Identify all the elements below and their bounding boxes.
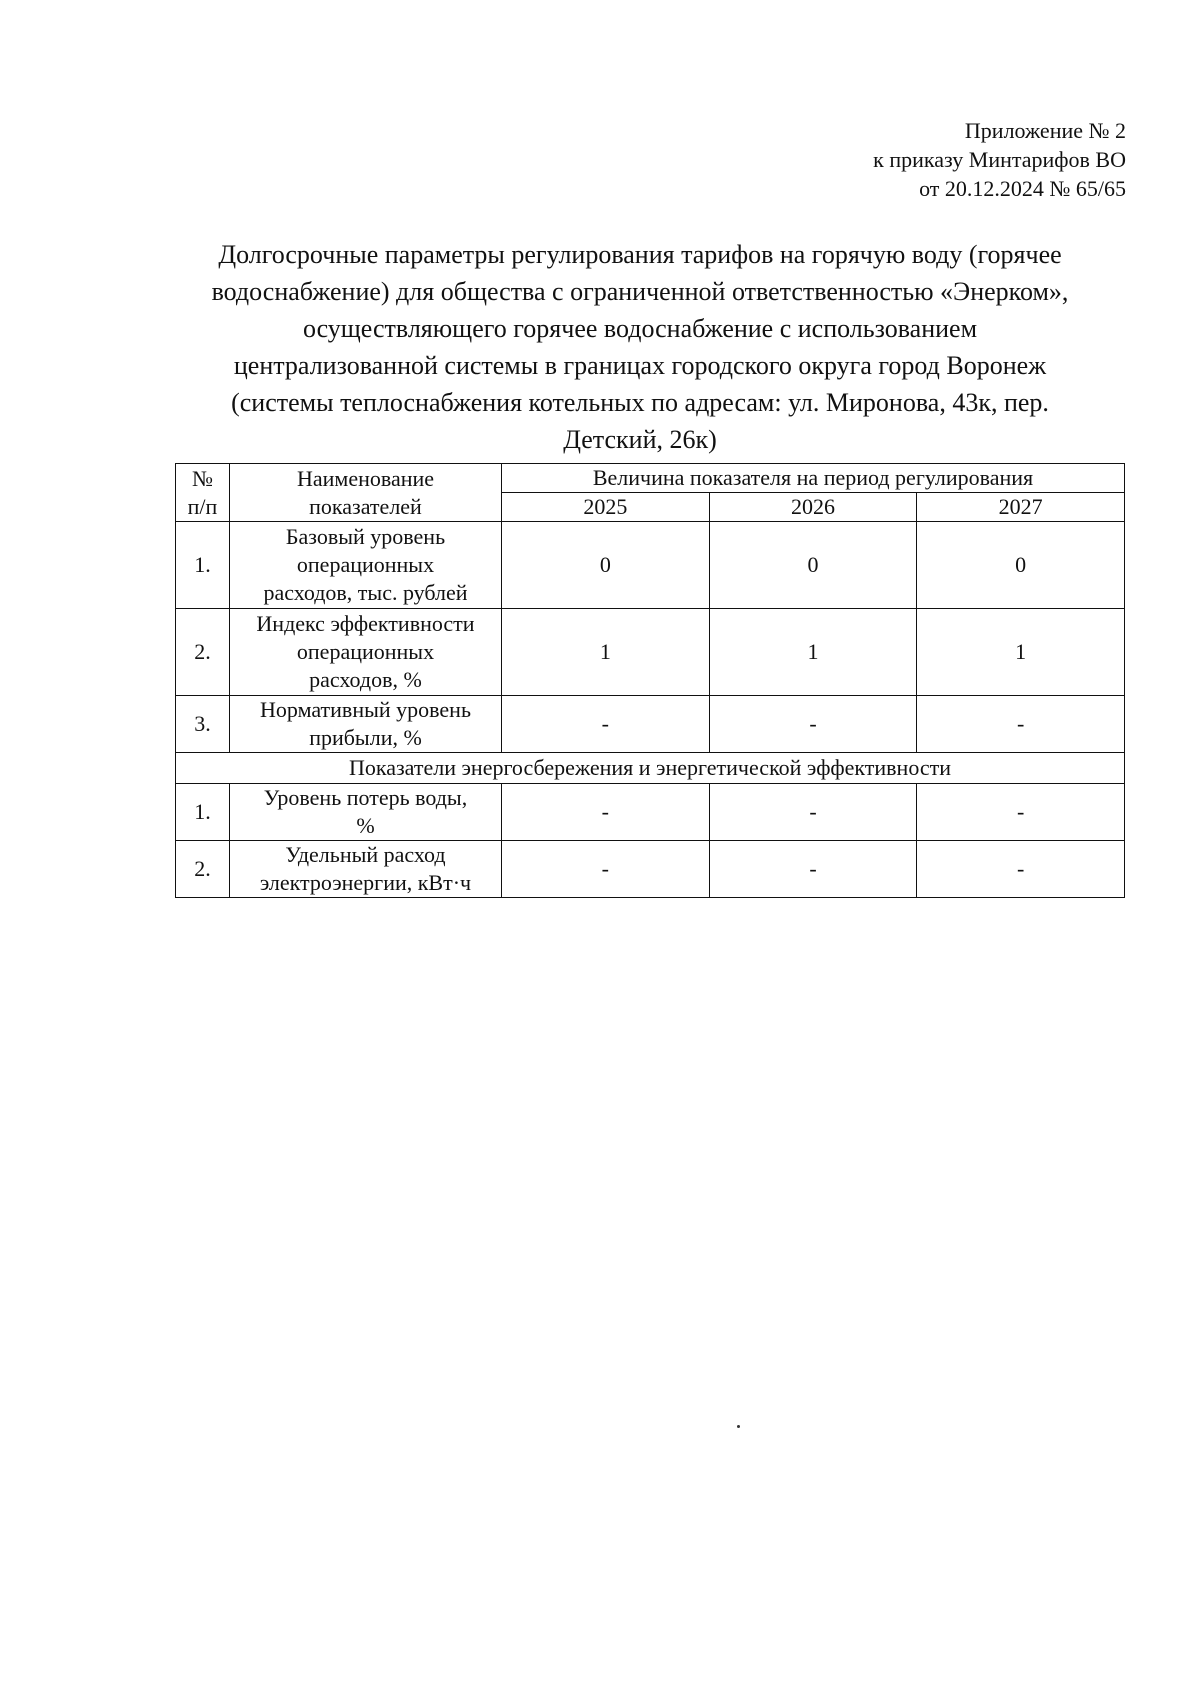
scan-speck xyxy=(737,1425,740,1428)
row-number-cell: 2. xyxy=(176,609,230,696)
header-name-line: Наименование xyxy=(296,465,435,491)
row-value-cell: 0 xyxy=(917,522,1125,609)
row-number-cell: 1. xyxy=(176,784,230,841)
row-value-cell: - xyxy=(917,841,1125,898)
row-number-cell: 2. xyxy=(176,841,230,898)
header-order-date: от 20.12.2024 № 65/65 xyxy=(919,176,1126,201)
title-line: осуществляющего горячее водоснабжение с использованием xyxy=(302,314,978,343)
title-line: водоснабжение) для общества с ограниченной ответственностью «Энерком», xyxy=(211,277,1069,306)
header-order-reference: к приказу Минтарифов ВО xyxy=(873,147,1126,172)
title-line: централизованной системы в границах городского округа город Воронеж xyxy=(233,351,1047,380)
row-value-cell: 1 xyxy=(709,609,917,696)
title-line: Долгосрочные параметры регулирования тарифов на горячую воду (горячее xyxy=(218,240,1062,269)
row-name-cell xyxy=(230,609,502,696)
row-name-line: % xyxy=(356,813,375,838)
document-header xyxy=(626,116,1126,203)
row-value-cell: 1 xyxy=(502,609,710,696)
header-year-cell: 2026 xyxy=(709,493,917,522)
row-number-cell: 1. xyxy=(176,522,230,609)
row-name-line: Индекс эффективности xyxy=(256,611,475,636)
row-name-line: операционных xyxy=(296,552,435,577)
header-number-line: п/п xyxy=(187,493,218,519)
row-value-cell: - xyxy=(502,784,710,841)
header-number-line: № xyxy=(192,465,213,491)
row-name-line: прибыли, % xyxy=(309,725,422,750)
row-name-line: Удельный расход xyxy=(285,842,446,867)
row-name-cell xyxy=(230,696,502,753)
row-value-cell: - xyxy=(917,696,1125,753)
header-appendix-label: Приложение № 2 xyxy=(964,118,1126,143)
table-row xyxy=(176,522,1125,609)
row-value-cell: - xyxy=(709,696,917,753)
row-value-cell: 0 xyxy=(709,522,917,609)
row-value-cell: - xyxy=(709,784,917,841)
table-row xyxy=(176,609,1125,696)
table-row xyxy=(176,696,1125,753)
row-value-cell: 0 xyxy=(502,522,710,609)
header-name-line: показателей xyxy=(309,493,422,519)
header-cell-period: Величина показателя на период регулирования xyxy=(502,464,1125,493)
header-cell-name xyxy=(230,464,502,522)
table-row xyxy=(176,784,1125,841)
table-section-row xyxy=(176,753,1125,784)
row-name-line: расходов, тыс. рублей xyxy=(263,580,468,605)
header-year-cell: 2027 xyxy=(917,493,1125,522)
row-value-cell: - xyxy=(709,841,917,898)
section-title-cell: Показатели энергосбережения и энергетической эффективности xyxy=(176,753,1125,784)
title-line: (системы теплоснабжения котельных по адресам: ул. Миронова, 43к, пер. xyxy=(231,388,1049,417)
table-header-row xyxy=(176,464,1125,493)
row-name-line: расходов, % xyxy=(309,667,422,692)
row-number-cell: 3. xyxy=(176,696,230,753)
title-line: Детский, 26к) xyxy=(563,425,717,454)
parameters-table xyxy=(175,463,1125,898)
row-value-cell: - xyxy=(502,841,710,898)
header-cell-number xyxy=(176,464,230,522)
row-name-cell xyxy=(230,784,502,841)
row-name-line: электроэнергии, кВт·ч xyxy=(259,870,472,895)
row-name-line: Базовый уровень xyxy=(285,524,446,549)
header-year-cell: 2025 xyxy=(502,493,710,522)
row-value-cell: - xyxy=(502,696,710,753)
row-value-cell: - xyxy=(917,784,1125,841)
row-value-cell: 1 xyxy=(917,609,1125,696)
table-row xyxy=(176,841,1125,898)
row-name-cell xyxy=(230,841,502,898)
row-name-line: Нормативный уровень xyxy=(260,697,471,722)
row-name-line: операционных xyxy=(296,639,435,664)
document-title xyxy=(170,236,1110,458)
row-name-line: Уровень потерь воды, xyxy=(263,785,468,810)
row-name-cell xyxy=(230,522,502,609)
